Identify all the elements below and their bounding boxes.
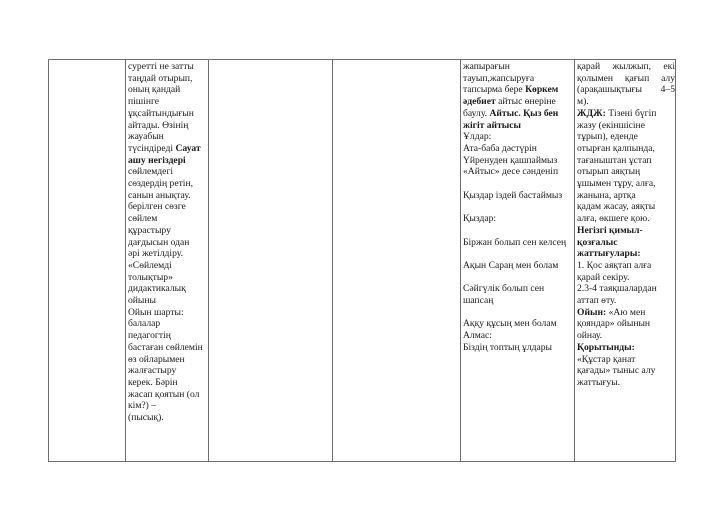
text-line: «Құстар қанат [577, 353, 636, 365]
text-line: суретті не затты [128, 61, 194, 72]
text-line: жасап қоятын (ол [128, 388, 200, 400]
text-line: аттап өту. [577, 295, 617, 307]
text-line: бастаған сөйлемін [128, 341, 203, 353]
text-line: Біздің топтың ұлдары [463, 341, 553, 353]
text-line: «Айтыс» десе сәнденіп [463, 166, 559, 178]
text-line: қояндар» ойынын [577, 318, 651, 330]
table-column-6 [575, 60, 677, 461]
section-heading: әдебиет [463, 96, 496, 108]
text-line: алға, өкшеге қою. [577, 213, 650, 225]
text-line: Аққу құсың мен болам [463, 318, 557, 330]
col2-text [126, 60, 208, 424]
text-line: 1. Қос аяқтап алға [577, 259, 652, 271]
text-line: дидактикалық [128, 283, 186, 295]
text-span: «Аю мен [608, 306, 646, 318]
text-line: Ұлдар: [463, 131, 492, 143]
col6-text [575, 60, 677, 389]
section-heading: Сауат [175, 142, 201, 154]
table-column-1 [49, 60, 126, 461]
text-line: ойнау. [577, 330, 603, 342]
table-column-4 [333, 60, 461, 461]
text-line: толықтыр» [128, 271, 173, 283]
text-line [463, 96, 572, 108]
text-line: педагогтің [128, 330, 171, 342]
section-heading: Айтыс. Қыз бен [489, 107, 559, 119]
text-line: отырған қалпында, [577, 142, 655, 154]
text-line: қолымен қағып алу [577, 72, 675, 84]
text-span: түсіндіреді [128, 142, 174, 154]
table-column-3 [209, 60, 333, 461]
text-line: қағады» тыныс алу [577, 365, 656, 377]
text-line: Қыздар іздей бастаймыз [463, 189, 563, 201]
section-heading: ашу негіздері [128, 154, 186, 166]
text-line: Қыздар: [463, 213, 497, 225]
text-line: жауабын [128, 131, 164, 143]
text-line: Үйренуден қашпаймыз [463, 154, 558, 166]
text-line [463, 108, 572, 120]
text-line: керек. Бәрін [128, 376, 178, 388]
text-line: Ақын Сараң мен болам [463, 259, 559, 271]
text-span: баулу. [463, 107, 488, 119]
text-line: тағаныштан ұстап [577, 154, 652, 166]
text-line: Ойын шарты: [128, 306, 184, 318]
text-line: кім?) – [128, 400, 157, 412]
text-line: жалғастыру [128, 365, 177, 377]
text-line: оның қандай [128, 84, 181, 96]
section-heading: жігіт айтысы [463, 119, 522, 131]
text-line: балалар [128, 318, 161, 330]
table-column-2 [126, 60, 209, 461]
text-line: құрастыру [128, 224, 171, 236]
section-heading: жаттығулары: [577, 248, 641, 260]
text-line: (арақашықтығы 4–5 [577, 84, 675, 96]
text-line: таңдай отырып, [128, 72, 193, 84]
text-span: Тізені бүгіп [608, 107, 657, 119]
section-heading: ЖДЖ: [577, 107, 606, 119]
text-line: жанына, артқа [577, 189, 636, 201]
text-line: (пысық). [128, 412, 164, 424]
text-line: жапырағын [463, 61, 510, 72]
col5-text [461, 60, 574, 353]
text-line: Сәйгүлік болып сен [463, 283, 545, 295]
text-line: шапсаң [463, 294, 494, 306]
text-line: жазу (екіншісіне [577, 119, 645, 131]
text-line: м). [577, 96, 589, 108]
text-line [463, 84, 572, 96]
text-line [577, 307, 675, 319]
text-line: отырып аяқтың [577, 166, 641, 178]
text-line: сөздердің ретін, [128, 178, 194, 190]
text-line: қарай секіру. [577, 271, 630, 283]
text-line: «Сөйлемді [128, 259, 172, 271]
text-line: Алмас: [463, 330, 492, 342]
text-line: тауып,жапсыруға [463, 72, 535, 84]
text-line [577, 108, 675, 120]
text-line: қарай жылжып, екі [577, 61, 675, 72]
text-line: дағдысын одан [128, 236, 190, 248]
section-heading: Ойын: [577, 306, 607, 318]
text-line: Біржан болып сен келсең [463, 236, 567, 248]
section-heading: қозғалыс [577, 236, 618, 248]
text-line: жаттығуы. [577, 376, 621, 388]
text-line: тұрып), еденде [577, 131, 638, 143]
text-line: ұқсайтындығын [128, 107, 194, 119]
text-line: айтады. Өзінің [128, 119, 189, 131]
text-line: ойыны [128, 295, 156, 307]
text-line: әрі жетілдіру. [128, 248, 183, 260]
text-line: Ата-баба дәстүрін [463, 142, 537, 154]
text-line: 2.3-4 таяқшалардан [577, 283, 657, 295]
text-line: қадам жасау, аяқты [577, 201, 656, 213]
text-span: айтыс өнеріне [498, 96, 556, 108]
text-span: тапсырма бере [463, 84, 523, 96]
text-line [128, 143, 206, 155]
text-line: ұшымен тұру, алға, [577, 178, 656, 190]
lesson-plan-table [48, 59, 676, 462]
text-line: пішінге [128, 96, 160, 108]
section-heading: Көркем [525, 84, 559, 96]
table-column-5 [461, 60, 575, 461]
section-heading: Негізгі қимыл- [577, 224, 643, 236]
section-heading: Қорытынды: [577, 341, 635, 353]
text-line: сөйлем [128, 213, 158, 225]
text-line: сөйлемдегі [128, 166, 174, 178]
text-line: санын анықтау. [128, 189, 191, 201]
text-line: өз ойларымен [128, 353, 185, 365]
text-line: берілген сөзге [128, 201, 186, 213]
